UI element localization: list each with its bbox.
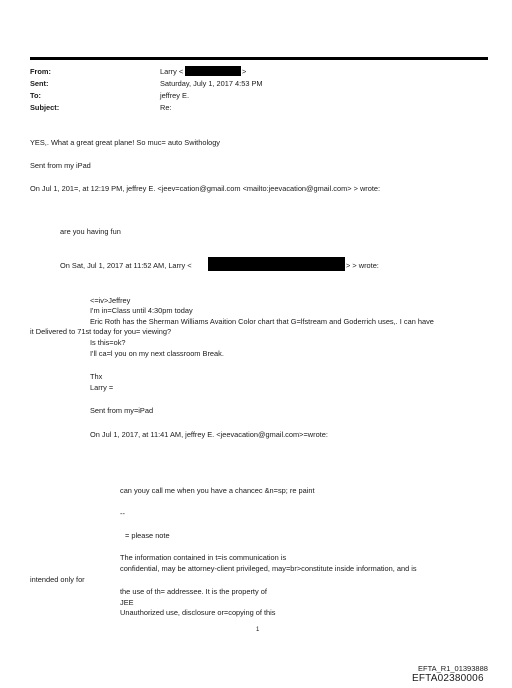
reply-line-5: confidential, may be attorney-client privileged, may=br>constitute inside information, and is [120, 564, 417, 573]
redaction-email [208, 257, 345, 271]
from-value: Larry < [160, 67, 184, 76]
subject-value: Re: [160, 103, 172, 112]
quote-line-4: I'm in=Class until 4:30pm today [90, 306, 193, 315]
quote-line-10: Larry = [90, 383, 114, 392]
quote-line-3: <=iv>Jeffrey [90, 296, 131, 305]
to-value: jeffrey E. [160, 91, 190, 100]
quote-line-9: Thx [90, 372, 103, 381]
quote-line-1: are you having fun [60, 227, 121, 236]
sent-value: Saturday, July 1, 2017 4:53 PM [160, 79, 263, 88]
from-label: From: [30, 67, 51, 76]
body-line-2: Sent from my iPad [30, 161, 91, 170]
redaction-from [185, 66, 241, 76]
quote-line-7: Is this=ok? [90, 338, 126, 347]
reply-line-1: can youy call me when you have a chancec &n=sp; re paint [120, 486, 315, 495]
subject-label: Subject: [30, 103, 60, 112]
reply-line-2: -- [120, 509, 125, 518]
quote-line-11: Sent from my=iPad [90, 406, 154, 415]
reply-line-9: Unauthorized use, disclosure or=copying of this [120, 608, 276, 617]
to-label: To: [30, 91, 41, 100]
efta-code-1: EFTA_R1_01393888 [418, 664, 488, 673]
quote-line-5: Eric Roth has the Sherman Williams Avaition Color chart that G=lfstream and Goderrich uses,. I can have [90, 317, 434, 326]
page-number: 1 [256, 627, 260, 633]
sent-label: Sent: [30, 79, 49, 88]
from-value-tail: > [242, 67, 247, 76]
quote-line-2b: > > wrote: [346, 261, 379, 270]
body-line-1: YES,. What a great great plane! So muc= auto Swithology [30, 138, 221, 147]
reply-line-3: = please note [125, 531, 170, 540]
reply-line-7: the use of th= addressee. It is the property of [120, 587, 267, 596]
quote-line-2a: On Sat, Jul 1, 2017 at 11:52 AM, Larry < [60, 261, 192, 270]
quote-line-12: On Jul 1, 2017, at 11:41 AM, jeffrey E. <jeevacation@gmail.com>=wrote: [90, 430, 328, 439]
quote-line-6: it Delivered to 71st today for you= viewing? [30, 327, 172, 336]
reply-line-4: The information contained in t=is communication is [120, 553, 287, 562]
body-line-3: On Jul 1, 201=, at 12:19 PM, jeffrey E. <jeev=cation@gmail.com <mailto:jeevacation@gmail.com> > wrote: [30, 184, 381, 193]
header-rule [30, 57, 488, 60]
efta-code-2: EFTA02380006 [412, 673, 484, 684]
reply-line-6: intended only for [30, 575, 85, 584]
reply-line-8: JEE [120, 598, 134, 607]
quote-line-8: I'll ca=l you on my next classroom Break. [90, 349, 224, 358]
